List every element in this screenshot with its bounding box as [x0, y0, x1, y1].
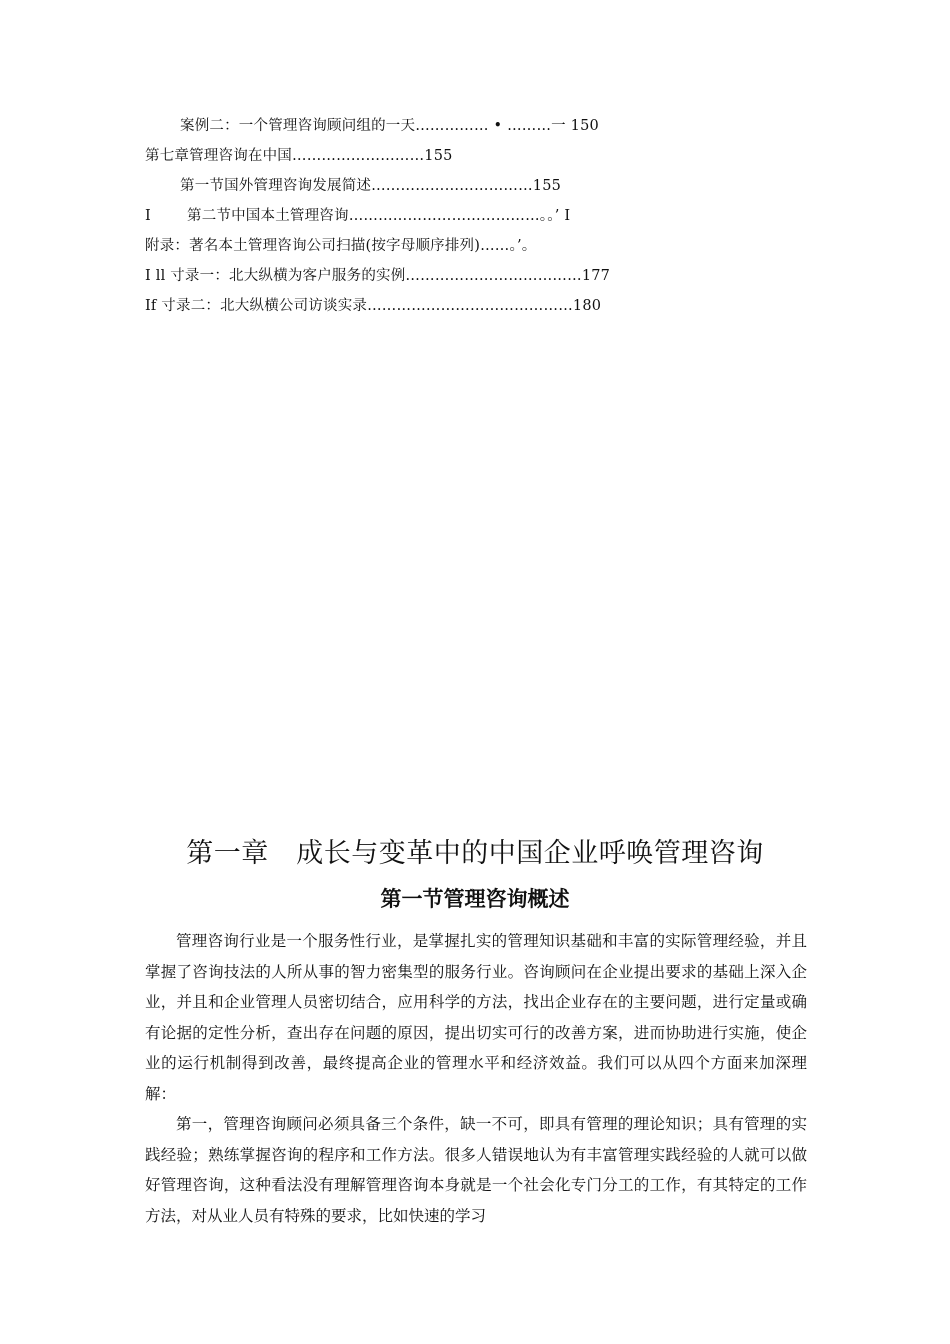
toc-entry: If 寸录二：北大纵横公司访谈实录……………………………………180: [145, 298, 602, 314]
paragraph: 第一，管理咨询顾问必须具备三个条件，缺一不可，即具有管理的理论知识；具有管理的实践经验；熟练掌握咨询的程序和工作方法。很多人错误地认为有丰富管理实践经验的人就可以做好管理咨询，这种看法没有理解管理咨询本身就是一个社会化专门分工的工作，有其特定的工作方法，对从业人员有特殊的要求，比如快速的学习: [145, 1115, 807, 1225]
toc-margin-mark: I: [145, 208, 151, 224]
paragraph: 管理咨询行业是一个服务性行业，是掌握扎实的管理知识基础和丰富的实际管理经验，并且掌握了咨询技法的人所从事的智力密集型的服务行业。咨询顾问在企业提出要求的基础上深入企业，并且和企业管理人员密切结合，应用科学的方法，找出企业存在的主要问题，进行定量或确有论据的定性分析，查出存在问题的原因，提出切实可行的改善方案，进而协助进行实施，使企业的运行机制得到改善，最终提高企业的管理水平和经济效益。我们可以从四个方面来加深理解：: [145, 932, 807, 1103]
toc-entry: 第七章管理咨询在中国………………………155: [145, 148, 453, 164]
toc-entry: I ll 寸录一：北大纵横为客户服务的实例………………………………177: [145, 268, 611, 284]
body-text: [145, 926, 807, 1231]
chapter-title: 第一章 成长与变革中的中国企业呼唤管理咨询: [186, 838, 764, 869]
toc-entry: 第一节国外管理咨询发展简述……………………………155: [180, 178, 562, 194]
toc-entry: I 第二节中国本土管理咨询…………………………………。。’ I: [145, 208, 571, 224]
section-title: 第一节管理咨询概述: [380, 887, 570, 911]
toc-entry: 附录：著名本土管理咨询公司扫描(按字母顺序排列)……。’。: [145, 238, 537, 254]
toc-entry: 案例二：一个管理咨询顾问组的一天…………… • ………一 150: [180, 118, 599, 134]
